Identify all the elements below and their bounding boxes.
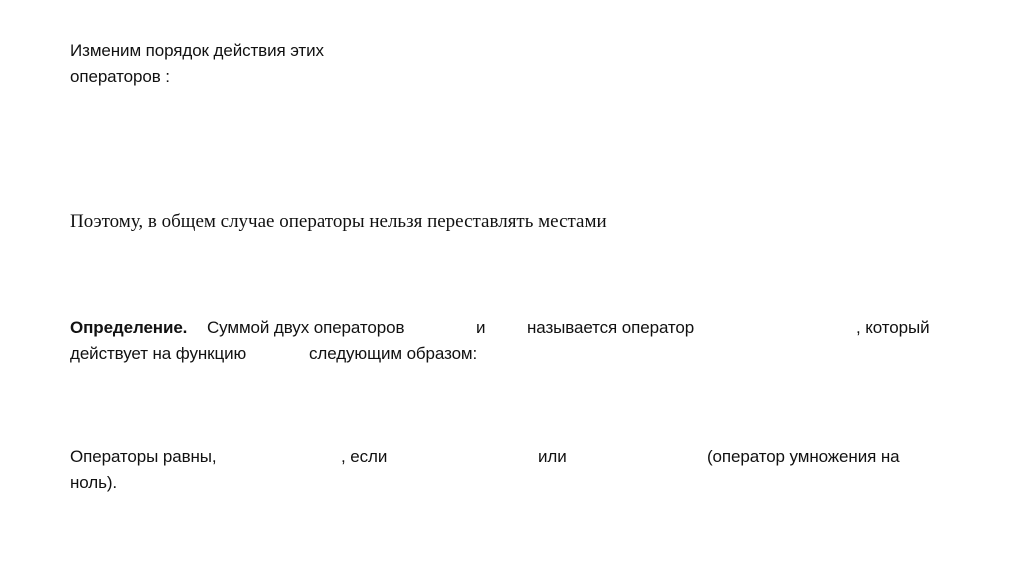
equality-part-2: , если xyxy=(341,447,388,466)
intro-line-1: Изменим порядок действия этих xyxy=(70,41,324,60)
equality-part-1: Операторы равны, xyxy=(70,447,217,466)
definition-line2-part-2: следующим образом: xyxy=(309,344,478,363)
definition-line2-part-1: действует на функцию xyxy=(70,344,247,363)
equality-part-4: (оператор умножения на xyxy=(707,447,900,466)
intro-text xyxy=(70,38,324,90)
intro-line-2: операторов : xyxy=(70,67,170,86)
definition-part-4: , который xyxy=(856,318,930,337)
definition-term: Определение. xyxy=(70,318,188,337)
definition-part-1: Суммой двух операторов xyxy=(207,318,405,337)
equality-line-2: ноль). xyxy=(70,473,118,492)
conclusion-text: Поэтому, в общем случае операторы нельзя переставлять местами xyxy=(70,211,607,232)
equality-part-3: или xyxy=(538,447,567,466)
definition-part-2: и xyxy=(476,318,486,337)
definition-part-3: называется оператор xyxy=(527,318,695,337)
